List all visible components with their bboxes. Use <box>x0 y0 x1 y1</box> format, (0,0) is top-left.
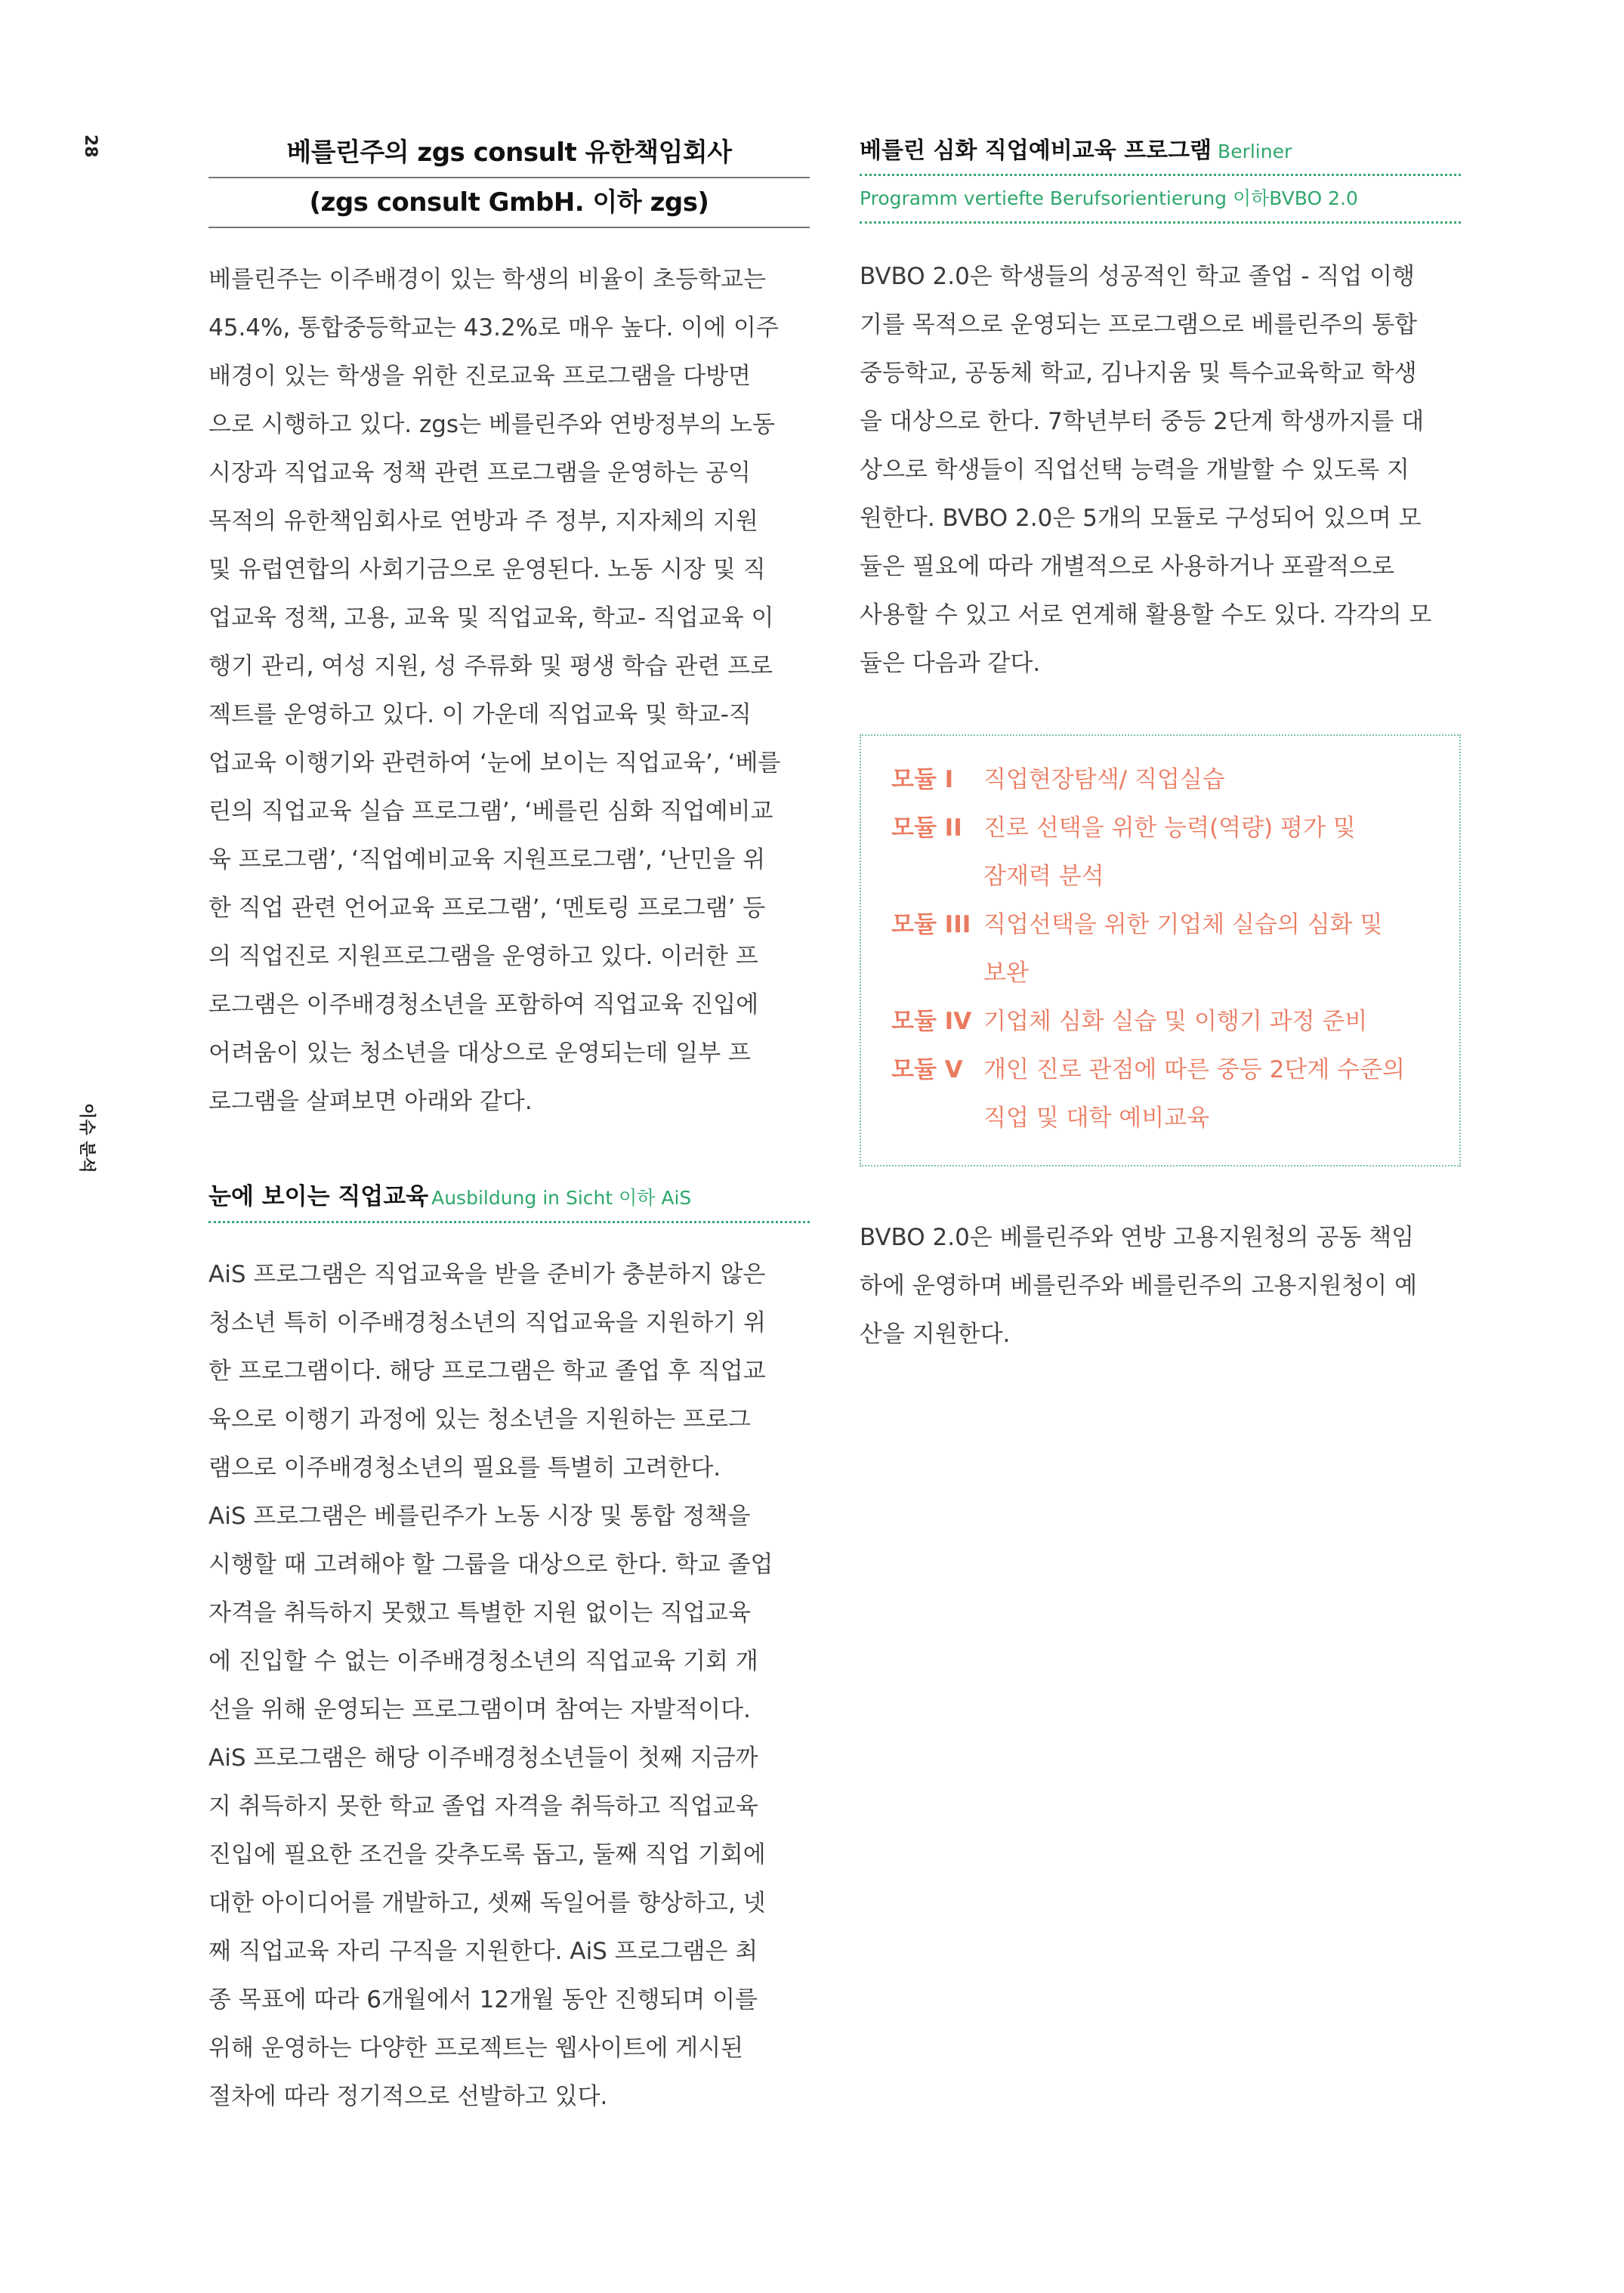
bvbo-heading-korean: 베를린 심화 직업예비교육 프로그램 <box>860 138 1212 164</box>
text-line: 으로 시행하고 있다. zgs는 베를린주와 연방정부의 노동 <box>208 411 775 438</box>
module-description <box>983 1046 1429 1142</box>
text-line: 진입에 필요한 조건을 갖추도록 돕고, 둘째 직업 기회에 <box>208 1841 766 1868</box>
module-description <box>983 804 1429 901</box>
module-item <box>891 1046 1429 1142</box>
module-line: 잠재력 분석 <box>983 863 1104 890</box>
text-line: 린의 직업교육 실습 프로그램’, ‘베를린 심화 직업예비교 <box>208 798 773 825</box>
bvbo-heading <box>860 128 1461 224</box>
text-line: 지 취득하지 못한 학교 졸업 자격을 취득하고 직업교육 <box>208 1793 758 1820</box>
text-line: 원한다. BVBO 2.0은 5개의 모듈로 구성되어 있으며 모 <box>860 505 1422 532</box>
module-line: 직업선택을 위한 기업체 실습의 심화 및 <box>983 911 1383 938</box>
text-line: 을 대상으로 한다. 7학년부터 중등 2단계 학생까지를 대 <box>860 408 1425 435</box>
module-label: 모듈 III <box>891 911 971 938</box>
text-line: 베를린주는 이주배경이 있는 학생의 비율이 초등학교는 <box>208 266 767 293</box>
text-line: 의 직업진로 지원프로그램을 운영하고 있다. 이러한 프 <box>208 943 758 970</box>
text-line: 행기 관리, 여성 지원, 성 주류화 및 평생 학습 관련 프로 <box>208 653 773 680</box>
text-line: AiS 프로그램은 직업교육을 받을 준비가 충분하지 않은 <box>208 1261 766 1288</box>
page-number: 28 <box>81 134 100 158</box>
text-line: 째 직업교육 자리 구직을 지원한다. AiS 프로그램은 최 <box>208 1938 758 1965</box>
text-line: 한 직업 관련 언어교육 프로그램’, ‘멘토링 프로그램’ 등 <box>208 895 766 922</box>
text-line: 사용할 수 있고 서로 연계해 활용할 수도 있다. 각각의 모 <box>860 601 1432 629</box>
module-description <box>983 901 1429 997</box>
module-item <box>891 804 1429 901</box>
text-line: 청소년 특히 이주배경청소년의 직업교육을 지원하기 위 <box>208 1309 767 1337</box>
text-line: 어려움이 있는 청소년을 대상으로 운영되는데 일부 프 <box>208 1040 751 1067</box>
bvbo-outro-paragraph <box>860 1213 1461 1358</box>
text-line: 하에 운영하며 베를린주와 베를린주의 고용지원청이 예 <box>860 1272 1418 1299</box>
left-column <box>208 128 810 2121</box>
module-description <box>983 756 1429 804</box>
module-list-box <box>860 734 1461 1167</box>
text-line: 산을 지원한다. <box>860 1321 1011 1348</box>
text-line: 시장과 직업교육 정책 관련 프로그램을 운영하는 공익 <box>208 459 751 487</box>
module-item <box>891 997 1429 1046</box>
text-line: 위해 운영하는 다양한 프로젝트는 웹사이트에 게시된 <box>208 2035 744 2062</box>
zgs-heading-line-2: (zgs consult GmbH. 이하 zgs) <box>309 187 709 218</box>
text-line: 기를 목적으로 운영되는 프로그램으로 베를린주의 통합 <box>860 311 1418 338</box>
module-label: 모듈 I <box>891 766 954 793</box>
module-item <box>891 901 1429 997</box>
text-line: AiS 프로그램은 해당 이주배경청소년들이 첫째 지금까 <box>208 1744 758 1772</box>
text-line: 듈은 필요에 따라 개별적으로 사용하거나 포괄적으로 <box>860 553 1395 580</box>
text-line: 육 프로그램’, ‘직업예비교육 지원프로그램’, ‘난민을 위 <box>208 846 766 873</box>
text-line: 로그램을 살펴보면 아래와 같다. <box>208 1088 533 1115</box>
text-line: 로그램은 이주배경청소년을 포함하여 직업교육 진입에 <box>208 991 759 1018</box>
ais-heading <box>208 1173 810 1223</box>
module-line: 보완 <box>983 960 1029 987</box>
text-line: 시행할 때 고려해야 할 그룹을 대상으로 한다. 학교 졸업 <box>208 1551 773 1578</box>
bvbo-heading-german-2: Programm vertiefte Berufsorientierung 이하BVBO 2.0 <box>860 174 1461 221</box>
module-line: 직업 및 대학 예비교육 <box>983 1105 1210 1132</box>
text-line: 에 진입할 수 없는 이주배경청소년의 직업교육 기회 개 <box>208 1648 758 1675</box>
text-line: 자격을 취득하지 못했고 특별한 지원 없이는 직업교육 <box>208 1599 751 1627</box>
module-line: 직업현장탐색/ 직업실습 <box>983 766 1225 793</box>
right-column <box>860 128 1461 1358</box>
text-line: 배경이 있는 학생을 위한 진로교육 프로그램을 다방면 <box>208 363 751 390</box>
bvbo-heading-row-1 <box>860 128 1461 174</box>
ais-heading-german: Ausbildung in Sicht 이하 AiS <box>431 1187 692 1209</box>
zgs-heading <box>208 128 810 228</box>
zgs-intro-paragraph <box>208 255 810 1126</box>
module-item <box>891 756 1429 804</box>
text-line: BVBO 2.0은 베를린주와 연방 고용지원청의 공동 책임 <box>860 1224 1415 1251</box>
module-label: 모듈 II <box>891 814 962 842</box>
text-line: 절차에 따라 정기적으로 선발하고 있다. <box>208 2083 608 2110</box>
module-line: 기업체 심화 실습 및 이행기 과정 준비 <box>983 1008 1368 1035</box>
ais-heading-korean: 눈에 보이는 직업교육 <box>208 1183 429 1210</box>
text-line: 목적의 유한책임회사로 연방과 주 정부, 지자체의 지원 <box>208 508 758 535</box>
module-line: 개인 진로 관점에 따른 중등 2단계 수준의 <box>983 1056 1405 1083</box>
text-line: 및 유럽연합의 사회기금으로 운영된다. 노동 시장 및 직 <box>208 556 766 583</box>
text-line: 대한 아이디어를 개발하고, 셋째 독일어를 향상하고, 넷 <box>208 1890 766 1917</box>
text-line: 중등학교, 공동체 학교, 김나지움 및 특수교육학교 학생 <box>860 360 1417 387</box>
zgs-heading-line-1: 베를린주의 zgs consult 유한책임회사 <box>208 128 810 178</box>
text-line: 상으로 학생들이 직업선택 능력을 개발할 수 있도록 지 <box>860 456 1409 484</box>
text-line: BVBO 2.0은 학생들의 성공적인 학교 졸업 - 직업 이행 <box>860 263 1416 290</box>
text-line: 업교육 이행기와 관련하여 ‘눈에 보이는 직업교육’, ‘베를 <box>208 749 781 777</box>
section-side-label: 이슈 분석 <box>77 1103 96 1173</box>
text-line: 육으로 이행기 과정에 있는 청소년을 지원하는 프로그 <box>208 1406 751 1433</box>
text-line: 램으로 이주배경청소년의 필요를 특별히 고려한다. <box>208 1454 721 1482</box>
text-line: 젝트를 운영하고 있다. 이 가운데 직업교육 및 학교-직 <box>208 701 752 728</box>
text-line: 종 목표에 따라 6개월에서 12개월 동안 진행되며 이를 <box>208 1986 758 2013</box>
text-line: 한 프로그램이다. 해당 프로그램은 학교 졸업 후 직업교 <box>208 1358 766 1385</box>
text-line: 듈은 다음과 같다. <box>860 650 1041 677</box>
text-line: 45.4%, 통합중등학교는 43.2%로 매우 높다. 이에 이주 <box>208 314 779 341</box>
module-label: 모듈 IV <box>891 1008 972 1035</box>
module-line: 진로 선택을 위한 능력(역량) 평가 및 <box>983 814 1356 842</box>
text-line: 선을 위해 운영되는 프로그램이며 참여는 자발적이다. <box>208 1696 751 1723</box>
module-label: 모듈 V <box>891 1056 963 1083</box>
bvbo-heading-german-1: Berliner <box>1218 141 1292 162</box>
text-line: AiS 프로그램은 베를린주가 노동 시장 및 통합 정책을 <box>208 1503 751 1530</box>
text-line: 업교육 정책, 고용, 교육 및 직업교육, 학교- 직업교육 이 <box>208 604 774 632</box>
ais-paragraph <box>208 1250 810 2121</box>
module-description <box>983 997 1429 1046</box>
bvbo-intro-paragraph <box>860 252 1461 688</box>
